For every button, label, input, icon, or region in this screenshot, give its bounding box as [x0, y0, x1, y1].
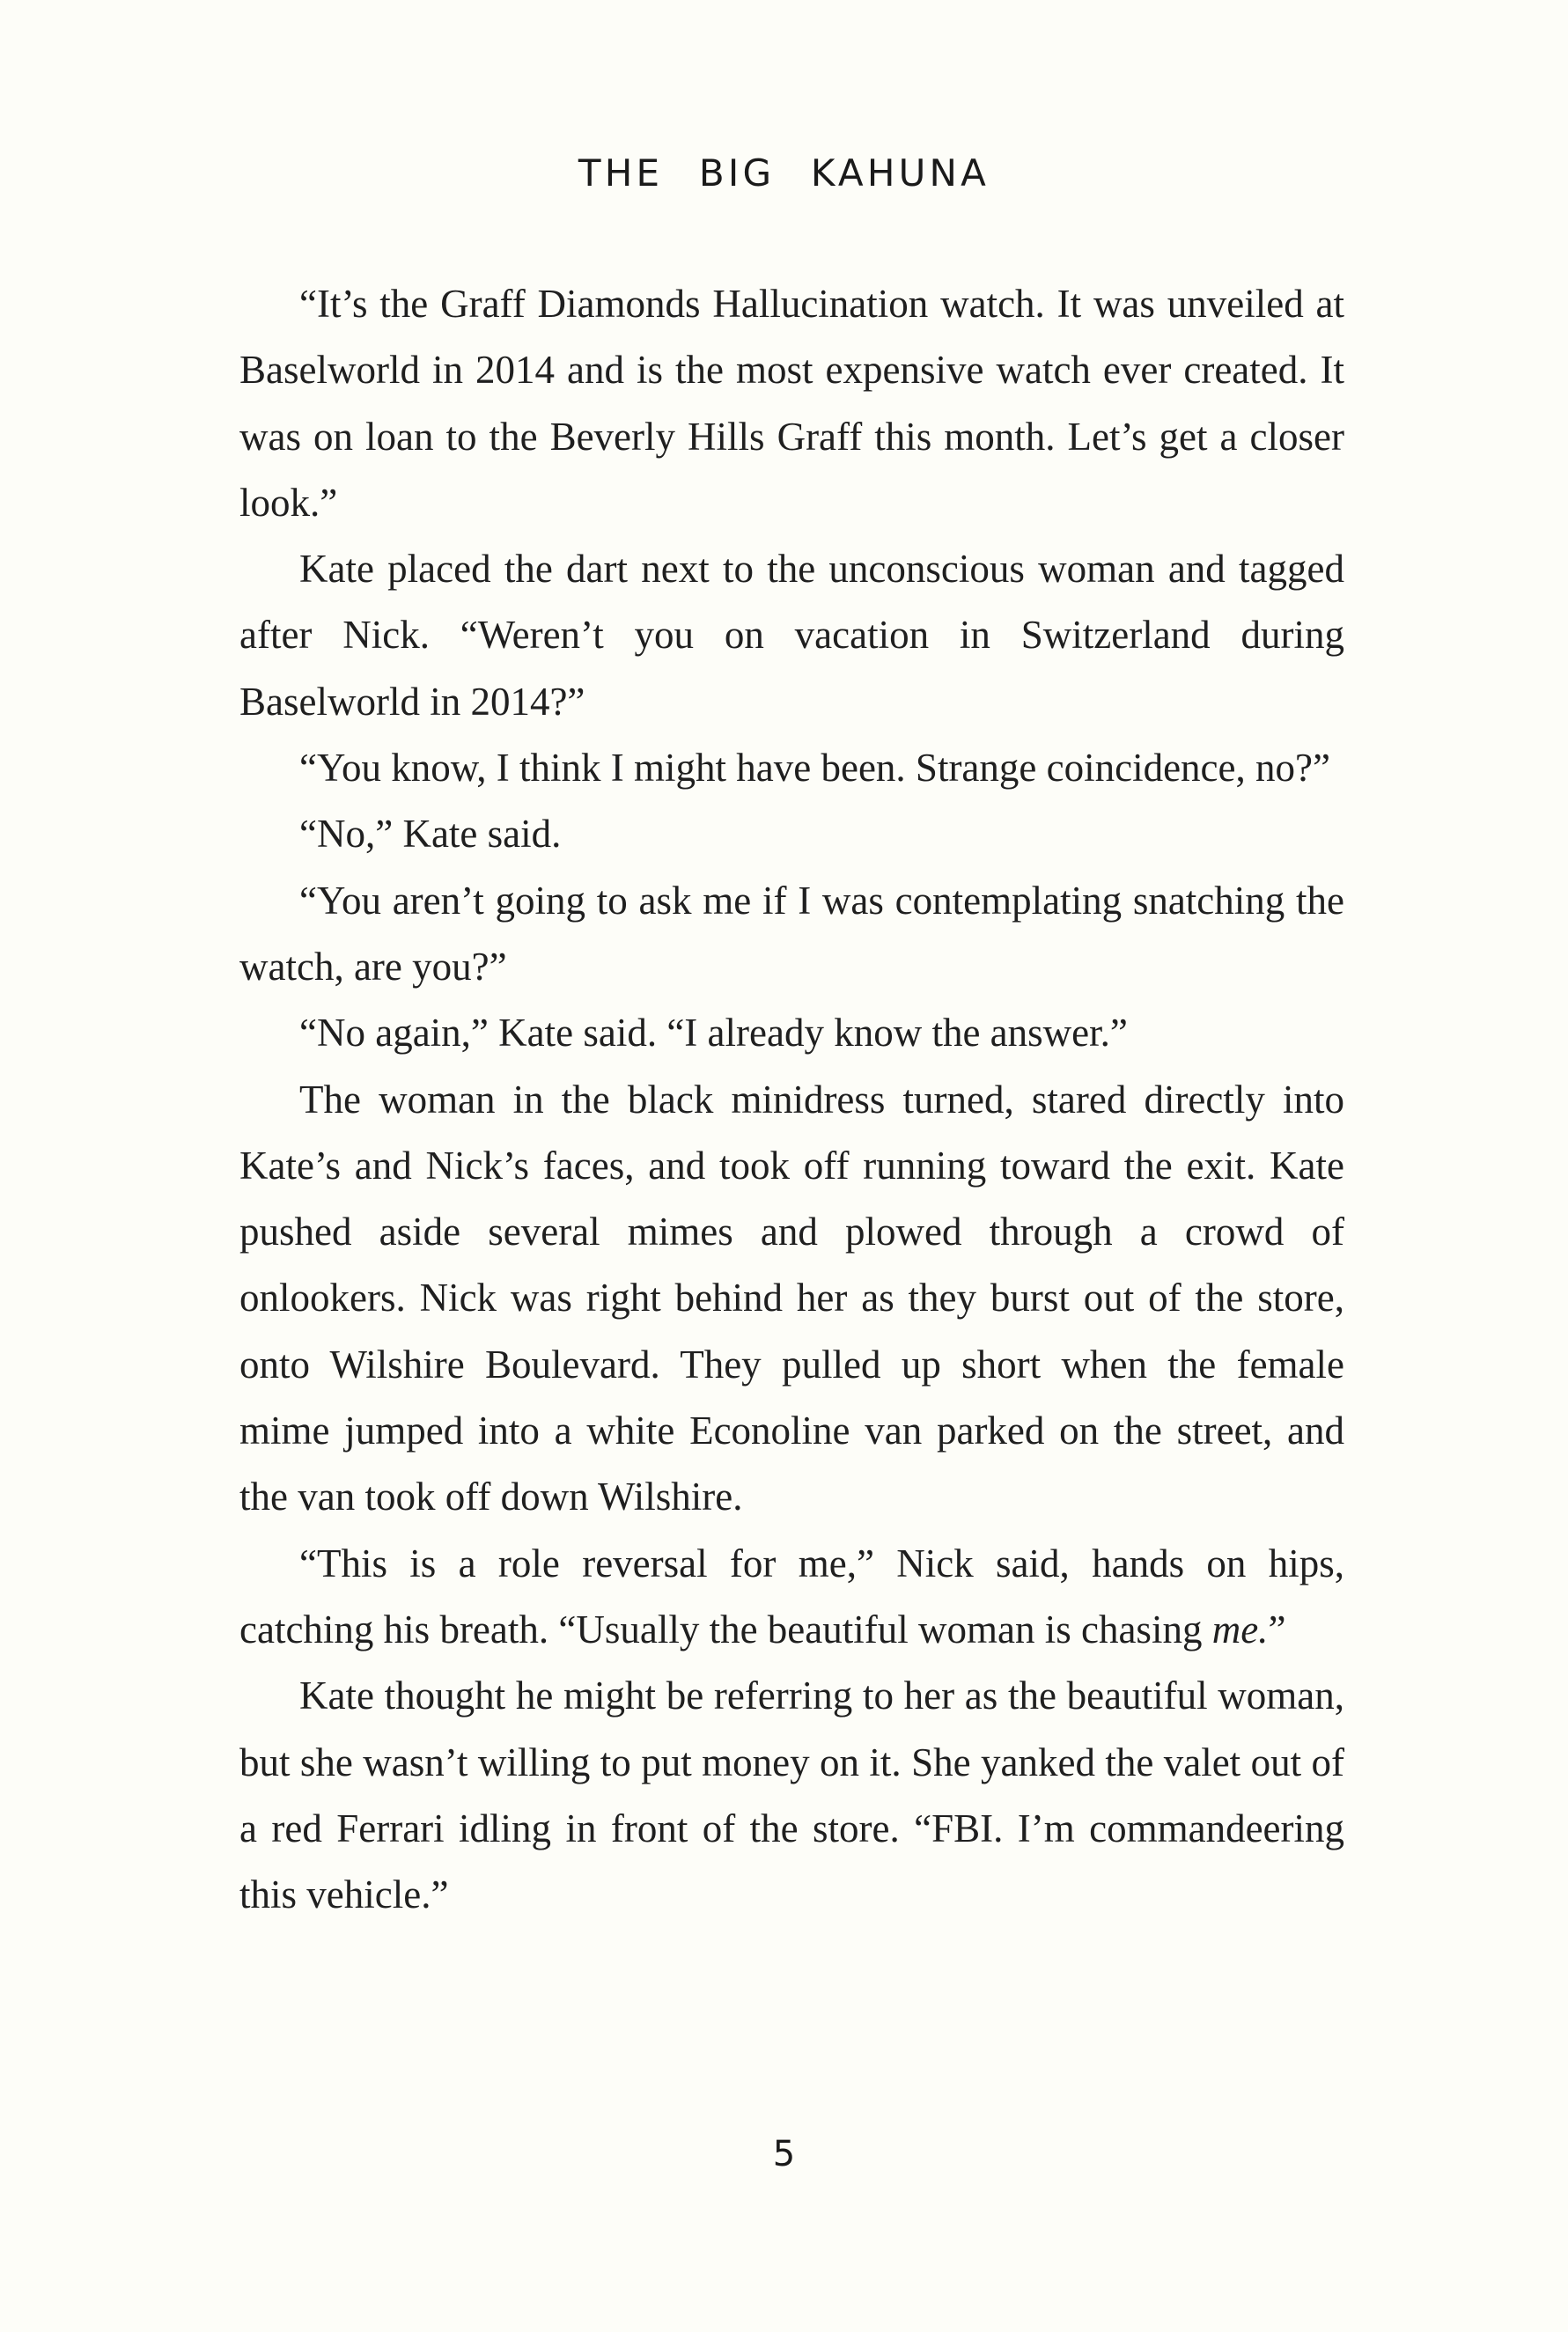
paragraph: The woman in the black minidress turned, stared directly into Kate’s and Nick’s faces, and took off running toward the exit. Kate pushed aside several mimes and plowed through a crowd of onlookers. Nick was right behind her as they burst out of the store, onto Wilshire Boulevard. They pulled up short when the female mime jumped into a white Econoline van parked on the street, and the van took off down Wilshire. — [239, 1077, 1344, 1519]
paragraph-text: ” — [1268, 1607, 1286, 1652]
paragraph — [239, 1531, 1344, 1664]
body-text — [239, 271, 1344, 1928]
paragraph: “No again,” Kate said. “I already know the answer.” — [299, 1011, 1128, 1056]
page-number: 5 — [772, 2134, 796, 2174]
paragraph: Kate thought he might be referring to her as the beautiful woman, but she wasn’t willing to put money on it. She yanked the valet out of a red Ferrari idling in front of the store. “FBI. I’m commandeering this vehicle.” — [239, 1674, 1344, 1917]
paragraph-text: “This is a role reversal for me,” Nick said, hands on hips, catching his breath. “Usually the beautiful woman is chasing — [239, 1541, 1344, 1652]
paragraph: “You aren’t going to ask me if I was contemplating snatching the watch, are you?” — [239, 878, 1344, 989]
running-head: THE BIG KAHUNA — [578, 151, 990, 195]
paragraph: “It’s the Graff Diamonds Hallucination watch. It was unveiled at Baselworld in 2014 and is the most expensive watch ever created. It was on loan to the Beverly Hills Graff this month. Let’s get a closer look.” — [239, 282, 1344, 525]
emphasized-word: me. — [1211, 1607, 1269, 1652]
paragraph: “No,” Kate said. — [299, 812, 562, 857]
paragraph: Kate placed the dart next to the unconscious woman and tagged after Nick. “Weren’t you on vacation in Switzerland during Baselworld in 2014?” — [239, 547, 1344, 724]
paragraph: “You know, I think I might have been. Strange coincidence, no?” — [299, 746, 1330, 791]
